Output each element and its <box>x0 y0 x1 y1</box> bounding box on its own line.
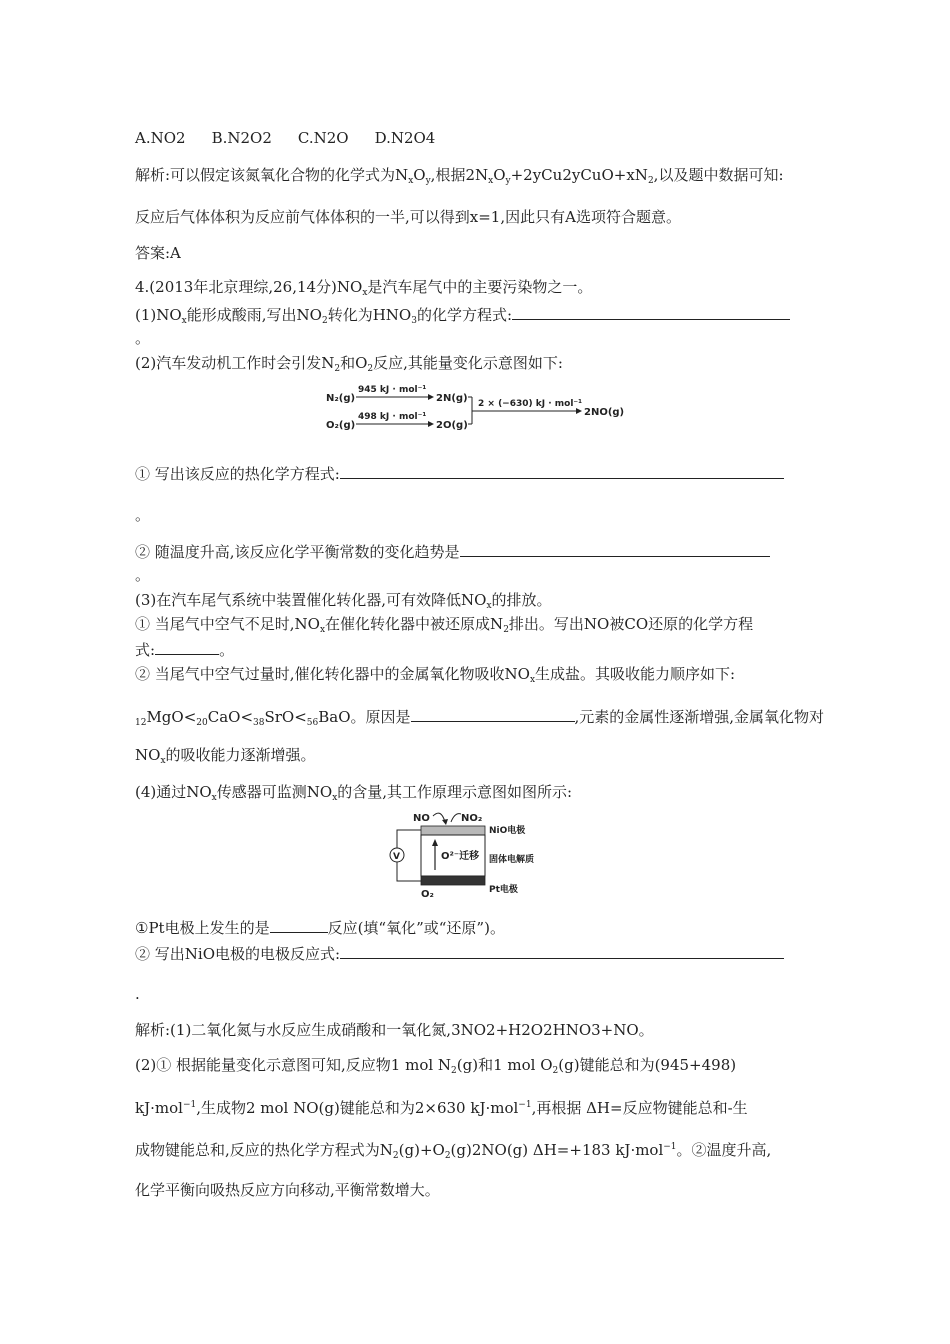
q4-part4: (4)通过$NO_x$传感器可监测$NO_x$的含量,其工作原理示意图如图所示: <box>135 783 573 803</box>
q4-part3: (3)在汽车尾气系统中装置催化转化器,可有效降低$NO_x$的排放。 <box>135 591 552 611</box>
end-mark: 。 <box>135 566 151 584</box>
end-mark: 。 <box>135 506 151 524</box>
q4-part2-q1: ① 写出该反应的热化学方程式: <box>135 462 784 484</box>
q4-title: 4.(2013年北京理综,26,14分)$NO_x$是汽车尾气中的主要污染物之一。 <box>135 278 593 298</box>
pt-label: Pt电极 <box>489 885 518 895</box>
q4-analysis-line2: (2)① 根据能量变化示意图可知,反应物1 mol $N_2(g)$和1 mol $O_2(g)$键能总和为(945+498) <box>135 1056 737 1076</box>
q4-part3-q1-cont: 式: 。 <box>135 638 234 660</box>
o2-label: O₂(g) <box>326 420 356 431</box>
q4-analysis-line4: 成物键能总和,反应的热化学方程式为$N_2(g)+O_2(g)2NO(g)$ ΔH=+183 kJ·mol$^{-1}$。②温度升高, <box>135 1141 772 1161</box>
voltmeter-label: V <box>393 852 400 862</box>
sensor-diagram <box>385 808 575 900</box>
q4-part3-q2-line3: $NO_x$的吸收能力逐渐增强。 <box>135 746 316 766</box>
answer-blank[interactable] <box>340 942 784 959</box>
answer-blank[interactable] <box>270 916 328 933</box>
nio-label: NiO电极 <box>489 826 526 836</box>
energy-diagram <box>320 378 650 438</box>
q4-part4-q2: ② 写出NiO电极的电极反应式: <box>135 942 784 964</box>
o2-label: O₂ <box>421 889 434 900</box>
no-label: NO <box>413 813 430 824</box>
answer-blank[interactable] <box>340 462 784 479</box>
migration-label: O²⁻迁移 <box>441 851 480 862</box>
q4-part4-q1: ①Pt电极上发生的是 反应(填“氧化”或“还原”)。 <box>135 916 505 938</box>
product-2o: 2O(g) <box>436 420 468 431</box>
product-2n: 2N(g) <box>436 393 468 404</box>
q4-part3-q2: ② 当尾气中空气过量时,催化转化器中的金属氧化物吸收$NO_x$生成盐。其吸收能力顺序如下: <box>135 665 736 685</box>
q4-part2-q2: ② 随温度升高,该反应化学平衡常数的变化趋势是 <box>135 540 770 562</box>
answer-blank[interactable] <box>512 303 790 320</box>
q4-analysis-line5: 化学平衡向吸热反应方向移动,平衡常数增大。 <box>135 1181 440 1199</box>
q4-part3-q1: ① 当尾气中空气不足时$,NO_x$在催化转化器中被还原成$N_2$排出。写出NO被CO还原的化学方程 <box>135 615 754 635</box>
answer-blank[interactable] <box>460 540 770 557</box>
answer-blank[interactable] <box>411 705 575 722</box>
q3-analysis-line2: 反应后气体体积为反应前气体体积的一半,可以得到x=1,因此只有A选项符合题意。 <box>135 208 681 226</box>
product-2no: 2NO(g) <box>584 407 625 418</box>
pt-electrode <box>421 876 485 885</box>
n2-label: N₂(g) <box>326 393 356 404</box>
q3-answer: 答案:A <box>135 244 181 262</box>
arrowhead-o2 <box>428 421 434 427</box>
q4-part3-q2-seq: $_{12}MgO<_{20}CaO<_{38}SrO<_{56}BaO$。原因是 ,元素的金属性逐渐增强,金属氧化物对 <box>135 705 824 727</box>
arrowhead-n2 <box>428 394 434 400</box>
nio-electrode <box>421 826 485 835</box>
option-c: C.N2O <box>297 129 349 147</box>
q4-part1: $(1)NO_x$能形成酸雨,写出$NO_2$转化为$HNO_3$的化学方程式: <box>135 303 790 325</box>
electrolyte-label: 固体电解质 <box>489 855 535 865</box>
no2-arrow <box>451 814 461 822</box>
energy-945: 945 kJ · mol⁻¹ <box>358 385 427 395</box>
q4-analysis-line3: kJ·mol$^{-1}$,生成物2 mol NO(g)键能总和为2×630 kJ·mol$^{-1}$,再根据 ΔH=反应物键能总和-生 <box>135 1099 748 1117</box>
dot-mark: . <box>135 985 140 1003</box>
q3-analysis-line1: 解析:可以假定该氮氧化合物的化学式为$N_xO_y$,根据$2N_xO_y+2yCu2yCuO+xN_2$,以及题中数据可知: <box>135 166 784 186</box>
energy-630: 2 × (−630) kJ · mol⁻¹ <box>478 399 583 409</box>
end-mark: 。 <box>135 329 151 347</box>
energy-498: 498 kJ · mol⁻¹ <box>358 412 427 422</box>
q4-part2: (2)汽车发动机工作时会引发$N_2$和$O_2$反应,其能量变化示意图如下: <box>135 354 563 374</box>
option-d: D.N2O4 <box>374 129 436 147</box>
no2-label: NO₂ <box>461 813 483 824</box>
q4-analysis-line1: 解析:(1)二氧化氮与水反应生成硝酸和一氧化氮,3NO2+H2O2HNO3+NO。 <box>135 1021 654 1039</box>
option-b: B.N2O2 <box>211 129 272 147</box>
answer-options <box>135 128 461 148</box>
answer-blank[interactable] <box>155 638 219 655</box>
option-a: A.NO2 <box>135 129 186 147</box>
